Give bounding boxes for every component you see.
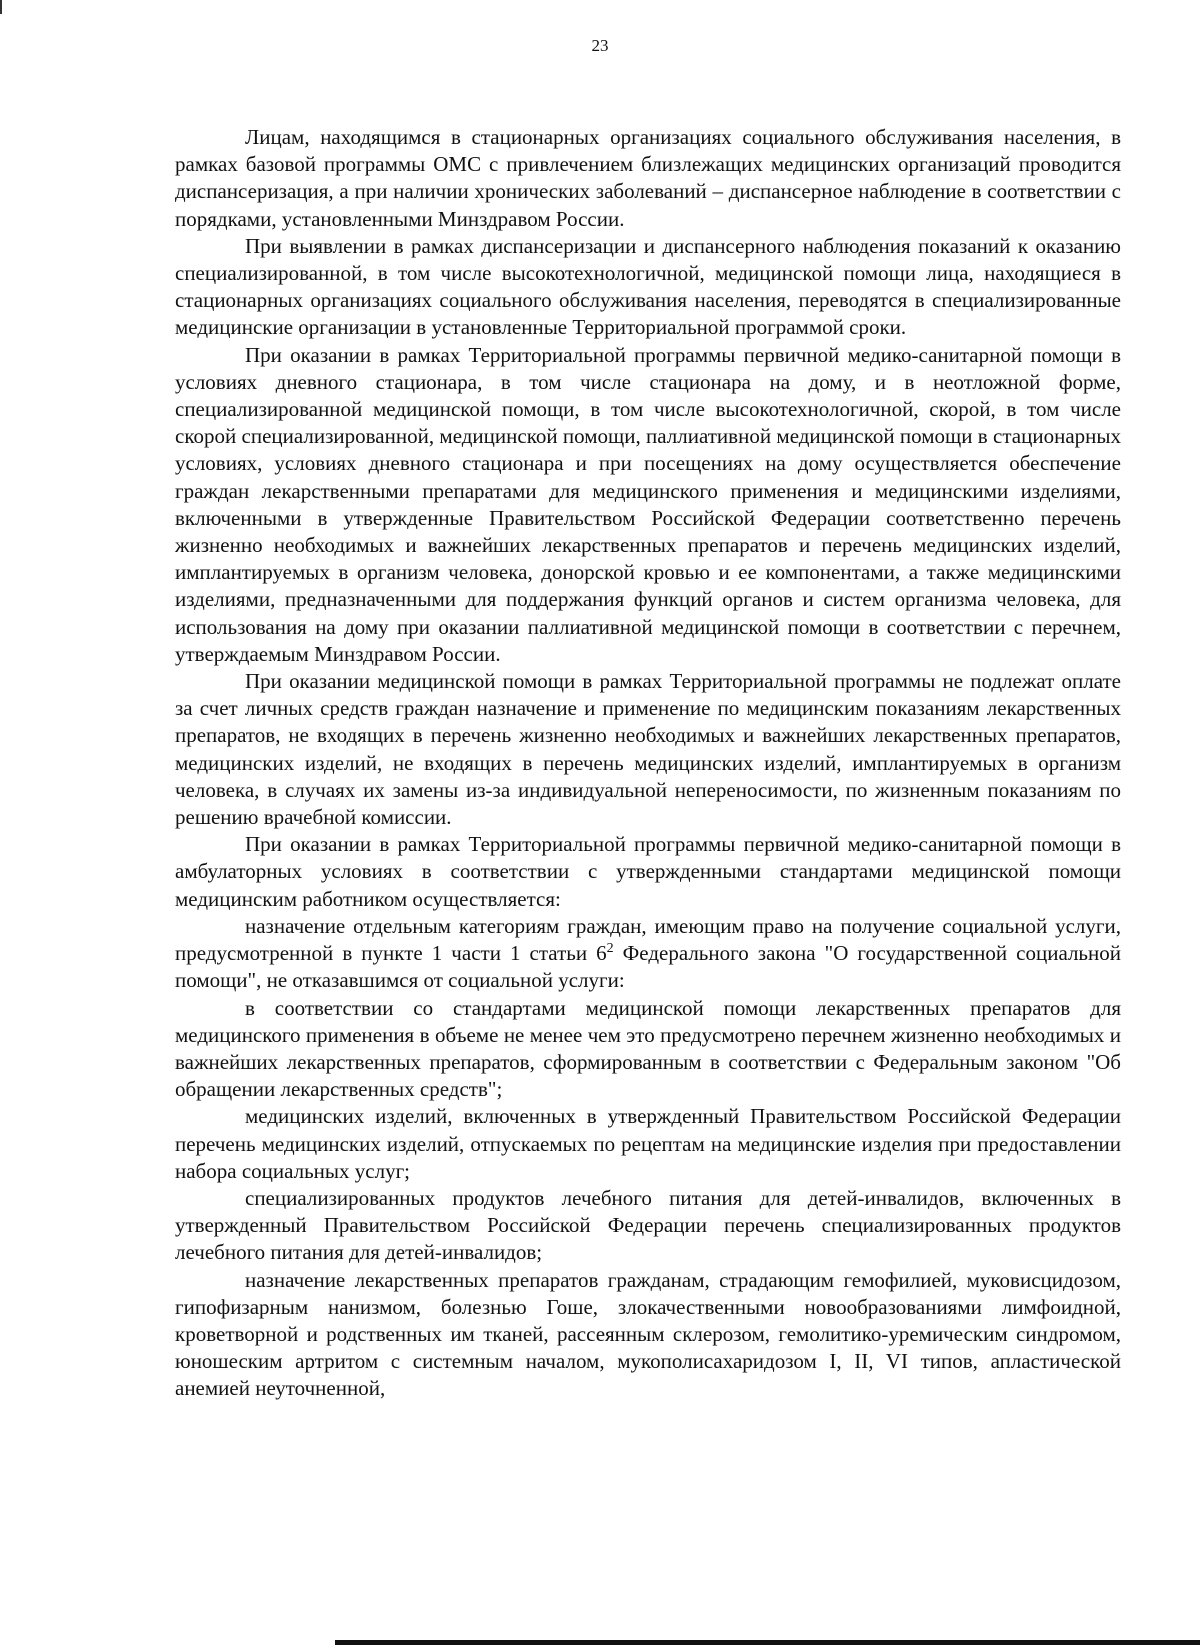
paragraph-orphan-diseases: назначение лекарственных препаратов гражданам, страдающим гемофилией, муковисцидозом, гипофизарным нанизмом, болезнью Гоше, злокачественными новообразованиями лимфоидной, кроветворной и родственных им тканей, рассеянным склерозом, гемолитико-уремическим синдромом, юношеским артритом с системным началом, мукополисахаридозом I, II, VI типов, апластической анемией неуточненной, <box>175 1267 1121 1401</box>
superscript-article-number: 2 <box>606 941 614 957</box>
paragraph-text-part: назначение отдельным категориям граждан, имеющим право на получение социальной услуги, предусмотренной в пункте 1 части 1 статьи 6 <box>175 913 1121 966</box>
paragraph-outpatient-care: При оказании в рамках Территориальной программы первичной медико-санитарной помощи в амбулаторных условиях в соответствии с утвержденными стандартами медицинской помощи медицинским работником осуществляется: <box>175 832 1121 911</box>
paragraph-nutrition-products: специализированных продуктов лечебного питания для детей-инвалидов, включенных в утвержденный Правительством Российской Федерации перечень специализированных продуктов лечебного питания для детей-инвалидов; <box>175 1185 1121 1265</box>
paragraph-social-service-prescription <box>175 913 1121 995</box>
paragraph-medical-devices: медицинских изделий, включенных в утвержденный Правительством Российской Федерации перечень медицинских изделий, отпускаемых по рецептам на медицинские изделия при предоставлении набора социальных услуг; <box>175 1104 1121 1183</box>
page-number: 23 <box>591 36 609 55</box>
document-body <box>175 124 1121 1403</box>
paragraph-not-paid-by-citizens: При оказании медицинской помощи в рамках Территориальной программы не подлежат оплате за счет личных средств граждан назначение и применение по медицинским показаниям лекарственных препаратов, не входящих в перечень жизненно необходимых и важнейших лекарственных препаратов, медицинских изделий, не входящих в перечень медицинских изделий, имплантируемых в организм человека, в случаях их замены из-за индивидуальной непереносимости, по жизненным показаниям по решению врачебной комиссии. <box>175 669 1121 830</box>
paragraph-specialized-transfer: При выявлении в рамках диспансеризации и диспансерного наблюдения показаний к оказанию специализированной, в том числе высокотехнологичной, медицинской помощи лица, находящиеся в стационарных организациях социального обслуживания населения, переводятся в специализированные медицинские организации в установленные Территориальной программой сроки. <box>175 233 1121 340</box>
paragraph-text-part: Федерального закона "О государственной социальной помощи", не отказавшимся от социальной услуги: <box>175 941 1121 993</box>
bottom-scan-rule <box>335 1640 1200 1645</box>
paragraph-drug-standards: в соответствии со стандартами медицинской помощи лекарственных препаратов для медицинского применения в объеме не менее чем это предусмотрено перечнем жизненно необходимых и важнейших лекарственных препаратов, сформированным в соответствии с Федеральным законом "Об обращении лекарственных средств"; <box>175 995 1121 1102</box>
paragraph-drug-provision: При оказании в рамках Территориальной программы первичной медико-санитарной помощи в условиях дневного стационара, в том числе стационара на дому, и в неотложной форме, специализированной медицинской помощи, в том числе высокотехнологичной, скорой, в том числе скорой специализированной, медицинской помощи, паллиативной медицинской помощи в стационарных условиях, условиях дневного стационара и при посещениях на дому осуществляется обеспечение граждан лекарственными препаратами для медицинского применения и медицинскими изделиями, включенными в утвержденные Правительством Российской Федерации соответственно перечень жизненно необходимых и важнейших лекарственных препаратов и перечень медицинских изделий, имплантируемых в организм человека, донорской кровью и ее компонентами, а также медицинскими изделиями, предназначенными для поддержания функций органов и систем организма человека, для использования на дому при оказании паллиативной медицинской помощи в соответствии с перечнем, утверждаемым Минздравом России. <box>175 342 1121 666</box>
paragraph-residents-dispensary: Лицам, находящимся в стационарных организациях социального обслуживания населения, в рамках базовой программы ОМС с привлечением близлежащих медицинских организаций проводится диспансеризация, а при наличии хронических заболеваний – диспансерное наблюдение в соответствии с порядками, установленными Минздравом России. <box>175 125 1121 231</box>
scan-edge-mark <box>0 0 2 14</box>
